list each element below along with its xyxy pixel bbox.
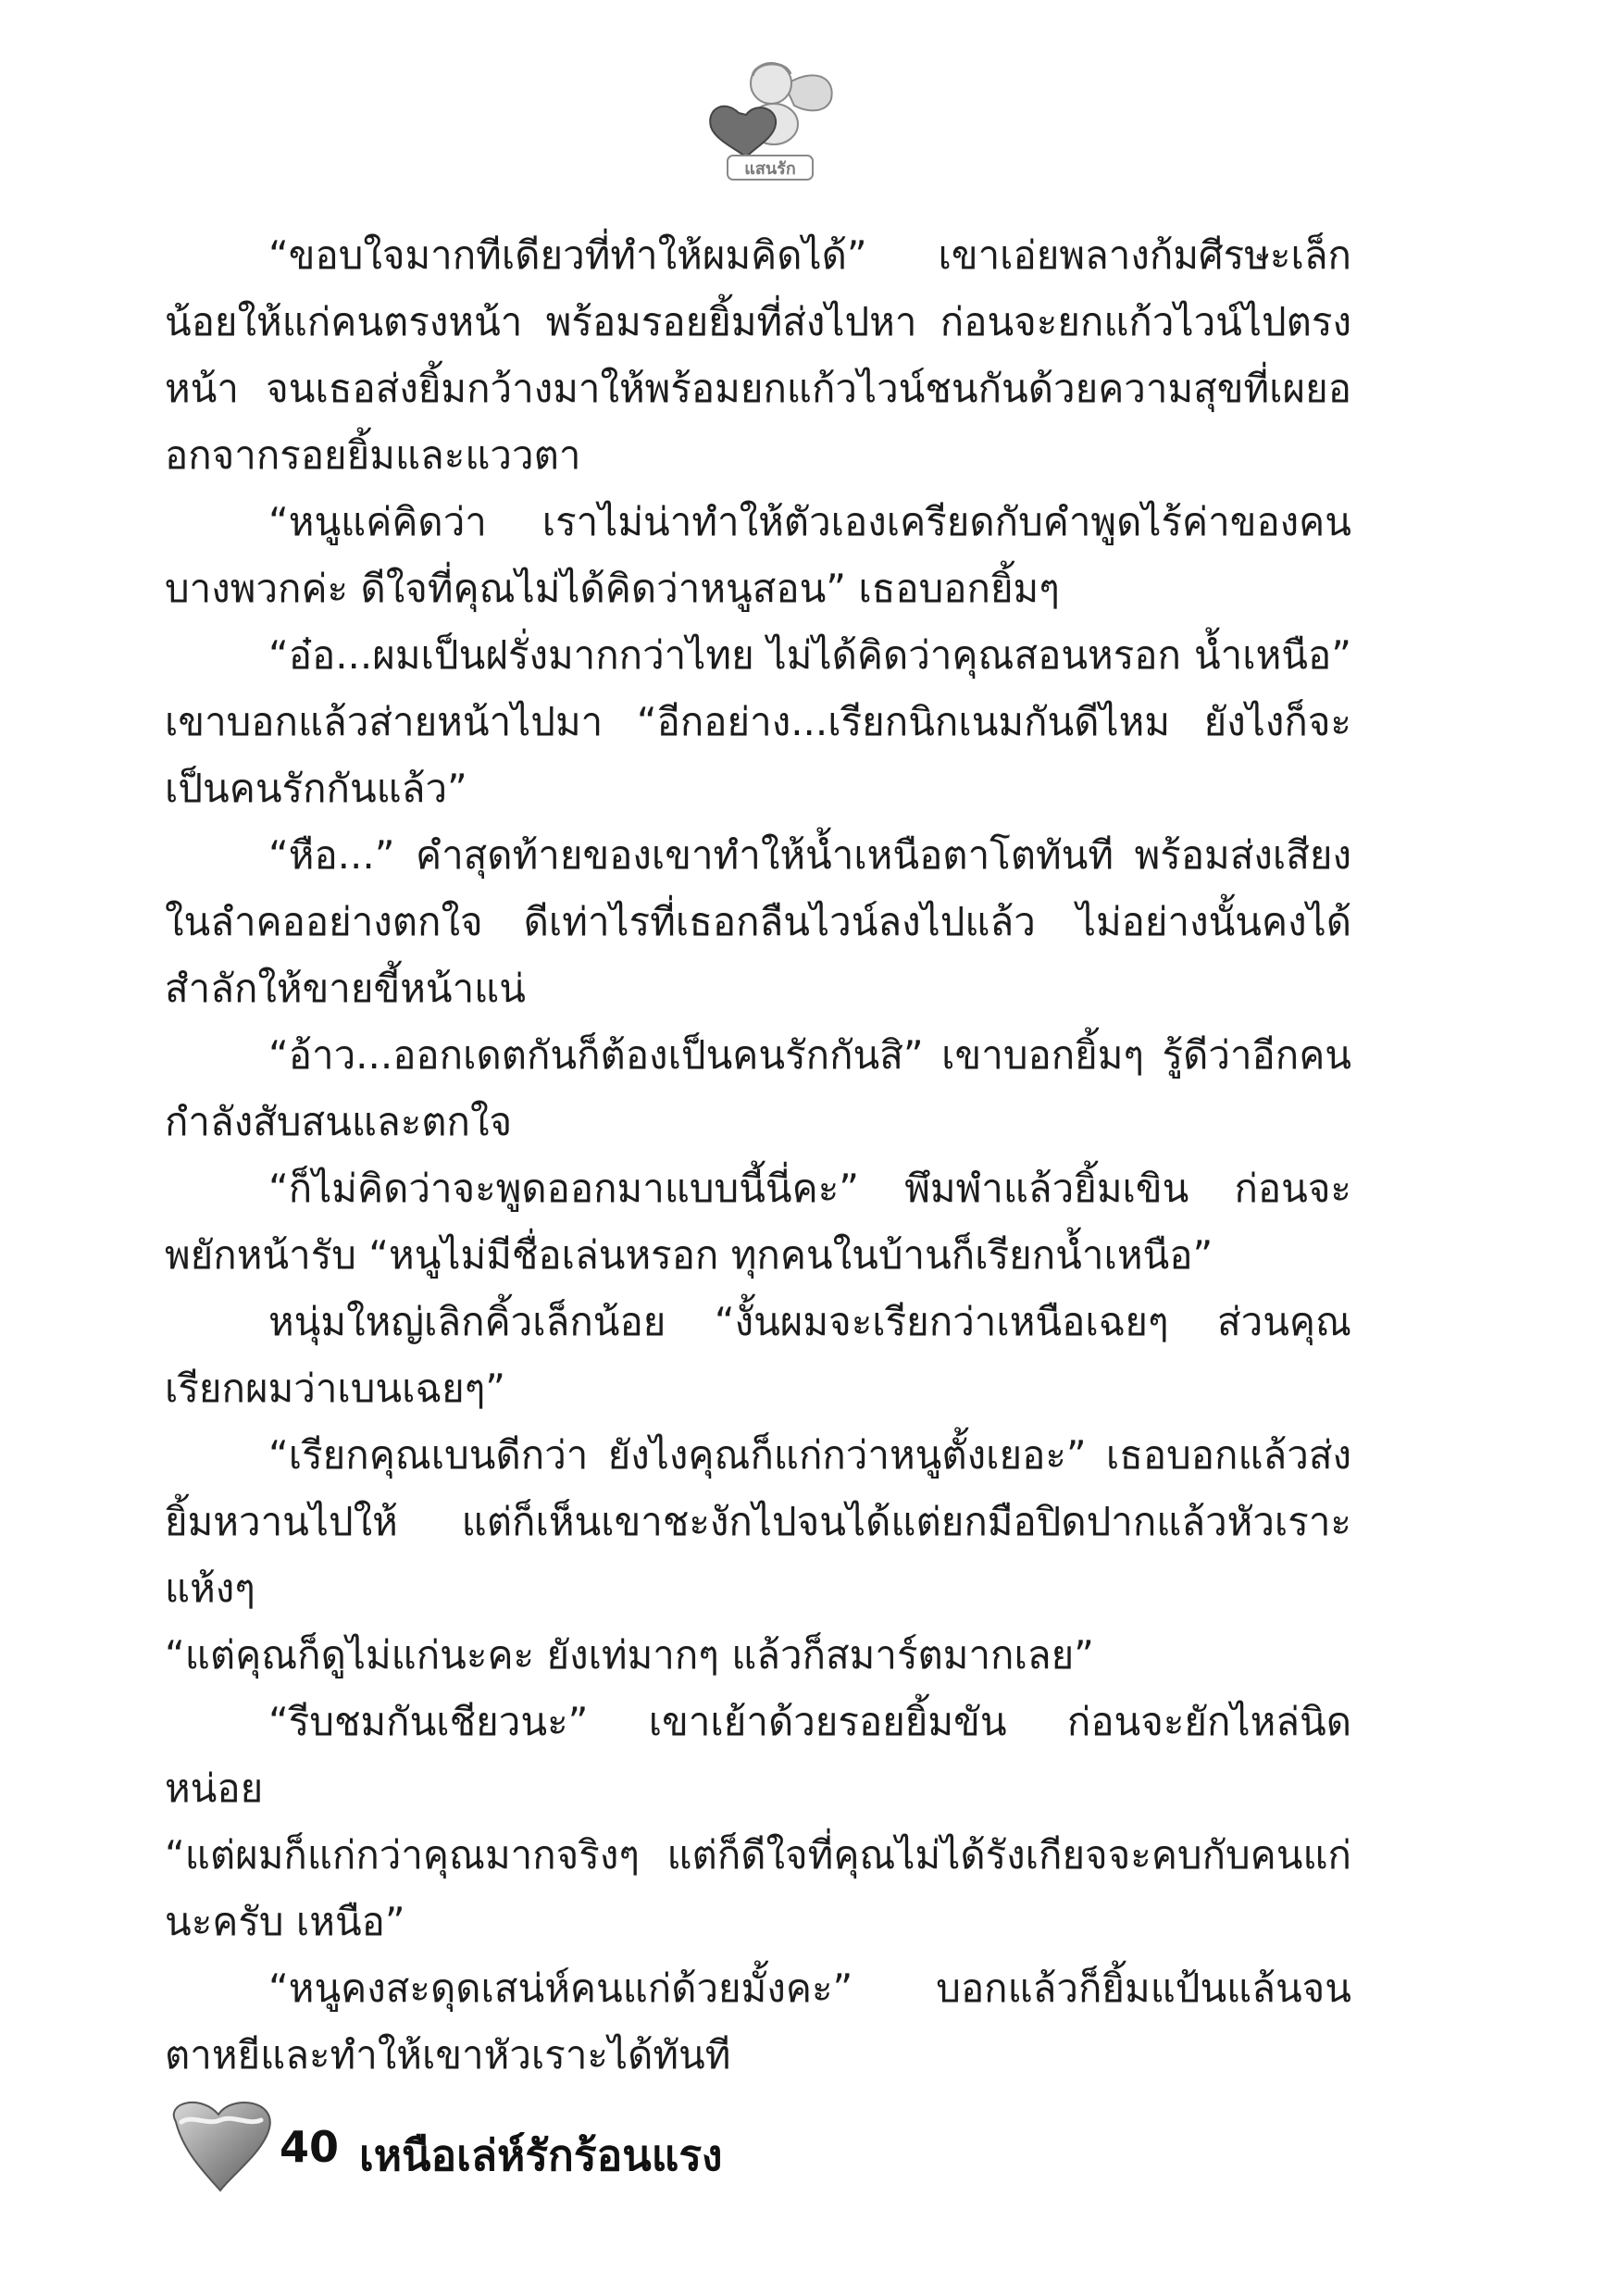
paragraph-2: “หนูแค่คิดว่า เราไม่น่าทำให้ตัวเองเครียดกับคำพูดไร้ค่าของคนบางพวกค่ะ ดีใจที่คุณไม่ได้คิดว่าหนูสอน” เธอบอกยิ้มๆ [165, 499, 1351, 611]
paragraph-6: “ก็ไม่คิดว่าจะพูดออกมาแบบนี้นี่คะ” พึมพำแล้วยิ้มเขิน ก่อนจะพยักหน้ารับ “หนูไม่มีชื่อเล่นหรอก ทุกคนในบ้านก็เรียกน้ำเหนือ” [165, 1166, 1351, 1278]
body-text [165, 222, 1351, 2089]
book-title: เหนือเล่ห์รักร้อนแรง [359, 2130, 723, 2180]
page-footer [165, 2094, 998, 2196]
page-number: 40 [280, 2122, 340, 2172]
paragraph-11: “แต่ผมก็แก่กว่าคุณมากจริงๆ แต่ก็ดีใจที่คุณไม่ได้รังเกียจจะคบกับคนแก่นะครับ เหนือ” [165, 1832, 1351, 1944]
paragraph-1: “ขอบใจมากทีเดียวที่ทำให้ผมคิดได้” เขาเอ่ยพลางก้มศีรษะเล็กน้อยให้แก่คนตรงหน้า พร้อมรอยยิ้มที่ส่งไปหา ก่อนจะยกแก้วไวน์ไปตรงหน้า จนเธอส่งยิ้มกว้างมาให้พร้อมยกแก้วไวน์ชนกันด้วยความสุขที่เผยออกจากรอยยิ้มและแววตา [165, 232, 1351, 478]
paragraph-9: “แต่คุณก็ดูไม่แก่นะคะ ยังเท่มากๆ แล้วก็สมาร์ตมากเลย” [165, 1632, 1094, 1678]
cupid-heart-icon [674, 48, 859, 187]
paragraph-5: “อ้าว...ออกเดตกันก็ต้องเป็นคนรักกันสิ” เขาบอกยิ้มๆ รู้ดีว่าอีกคนกำลังสับสนและตกใจ [165, 1032, 1351, 1144]
paragraph-3: “อ๋อ...ผมเป็นฝรั่งมากกว่าไทย ไม่ได้คิดว่าคุณสอนหรอก น้ำเหนือ” เขาบอกแล้วส่ายหน้าไปมา “อีกอย่าง...เรียกนิกเนมกันดีไหม ยังไงก็จะเป็นคนรักกันแล้ว” [165, 632, 1351, 811]
paragraph-10: “รีบชมกันเชียวนะ” เขาเย้าด้วยรอยยิ้มขัน ก่อนจะยักไหล่นิดหน่อย [165, 1699, 1351, 1811]
heart-icon [165, 2094, 285, 2196]
cupid-logo [674, 48, 859, 187]
logo-text: แสนรัก [744, 159, 796, 179]
paragraph-4: “หือ...” คำสุดท้ายของเขาทำให้น้ำเหนือตาโตทันที พร้อมส่งเสียงในลำคออย่างตกใจ ดีเท่าไรที่เธอกลืนไวน์ลงไปแล้ว ไม่อย่างนั้นคงได้สำลักให้ขายขี้หน้าแน่ [165, 832, 1351, 1011]
paragraph-12: “หนูคงสะดุดเสน่ห์คนแก่ด้วยมั้งคะ” บอกแล้วก็ยิ้มแป้นแล้นจนตาหยีและทำให้เขาหัวเราะได้ทันที [165, 1965, 1351, 2078]
paragraph-8: “เรียกคุณเบนดีกว่า ยังไงคุณก็แก่กว่าหนูตั้งเยอะ” เธอบอกแล้วส่งยิ้มหวานไปให้ แต่ก็เห็นเขาชะงักไปจนได้แต่ยกมือปิดปากแล้วหัวเราะแห้งๆ [165, 1432, 1351, 1611]
paragraph-7: หนุ่มใหญ่เลิกคิ้วเล็กน้อย “งั้นผมจะเรียกว่าเหนือเฉยๆ ส่วนคุณเรียกผมว่าเบนเฉยๆ” [165, 1299, 1351, 1411]
